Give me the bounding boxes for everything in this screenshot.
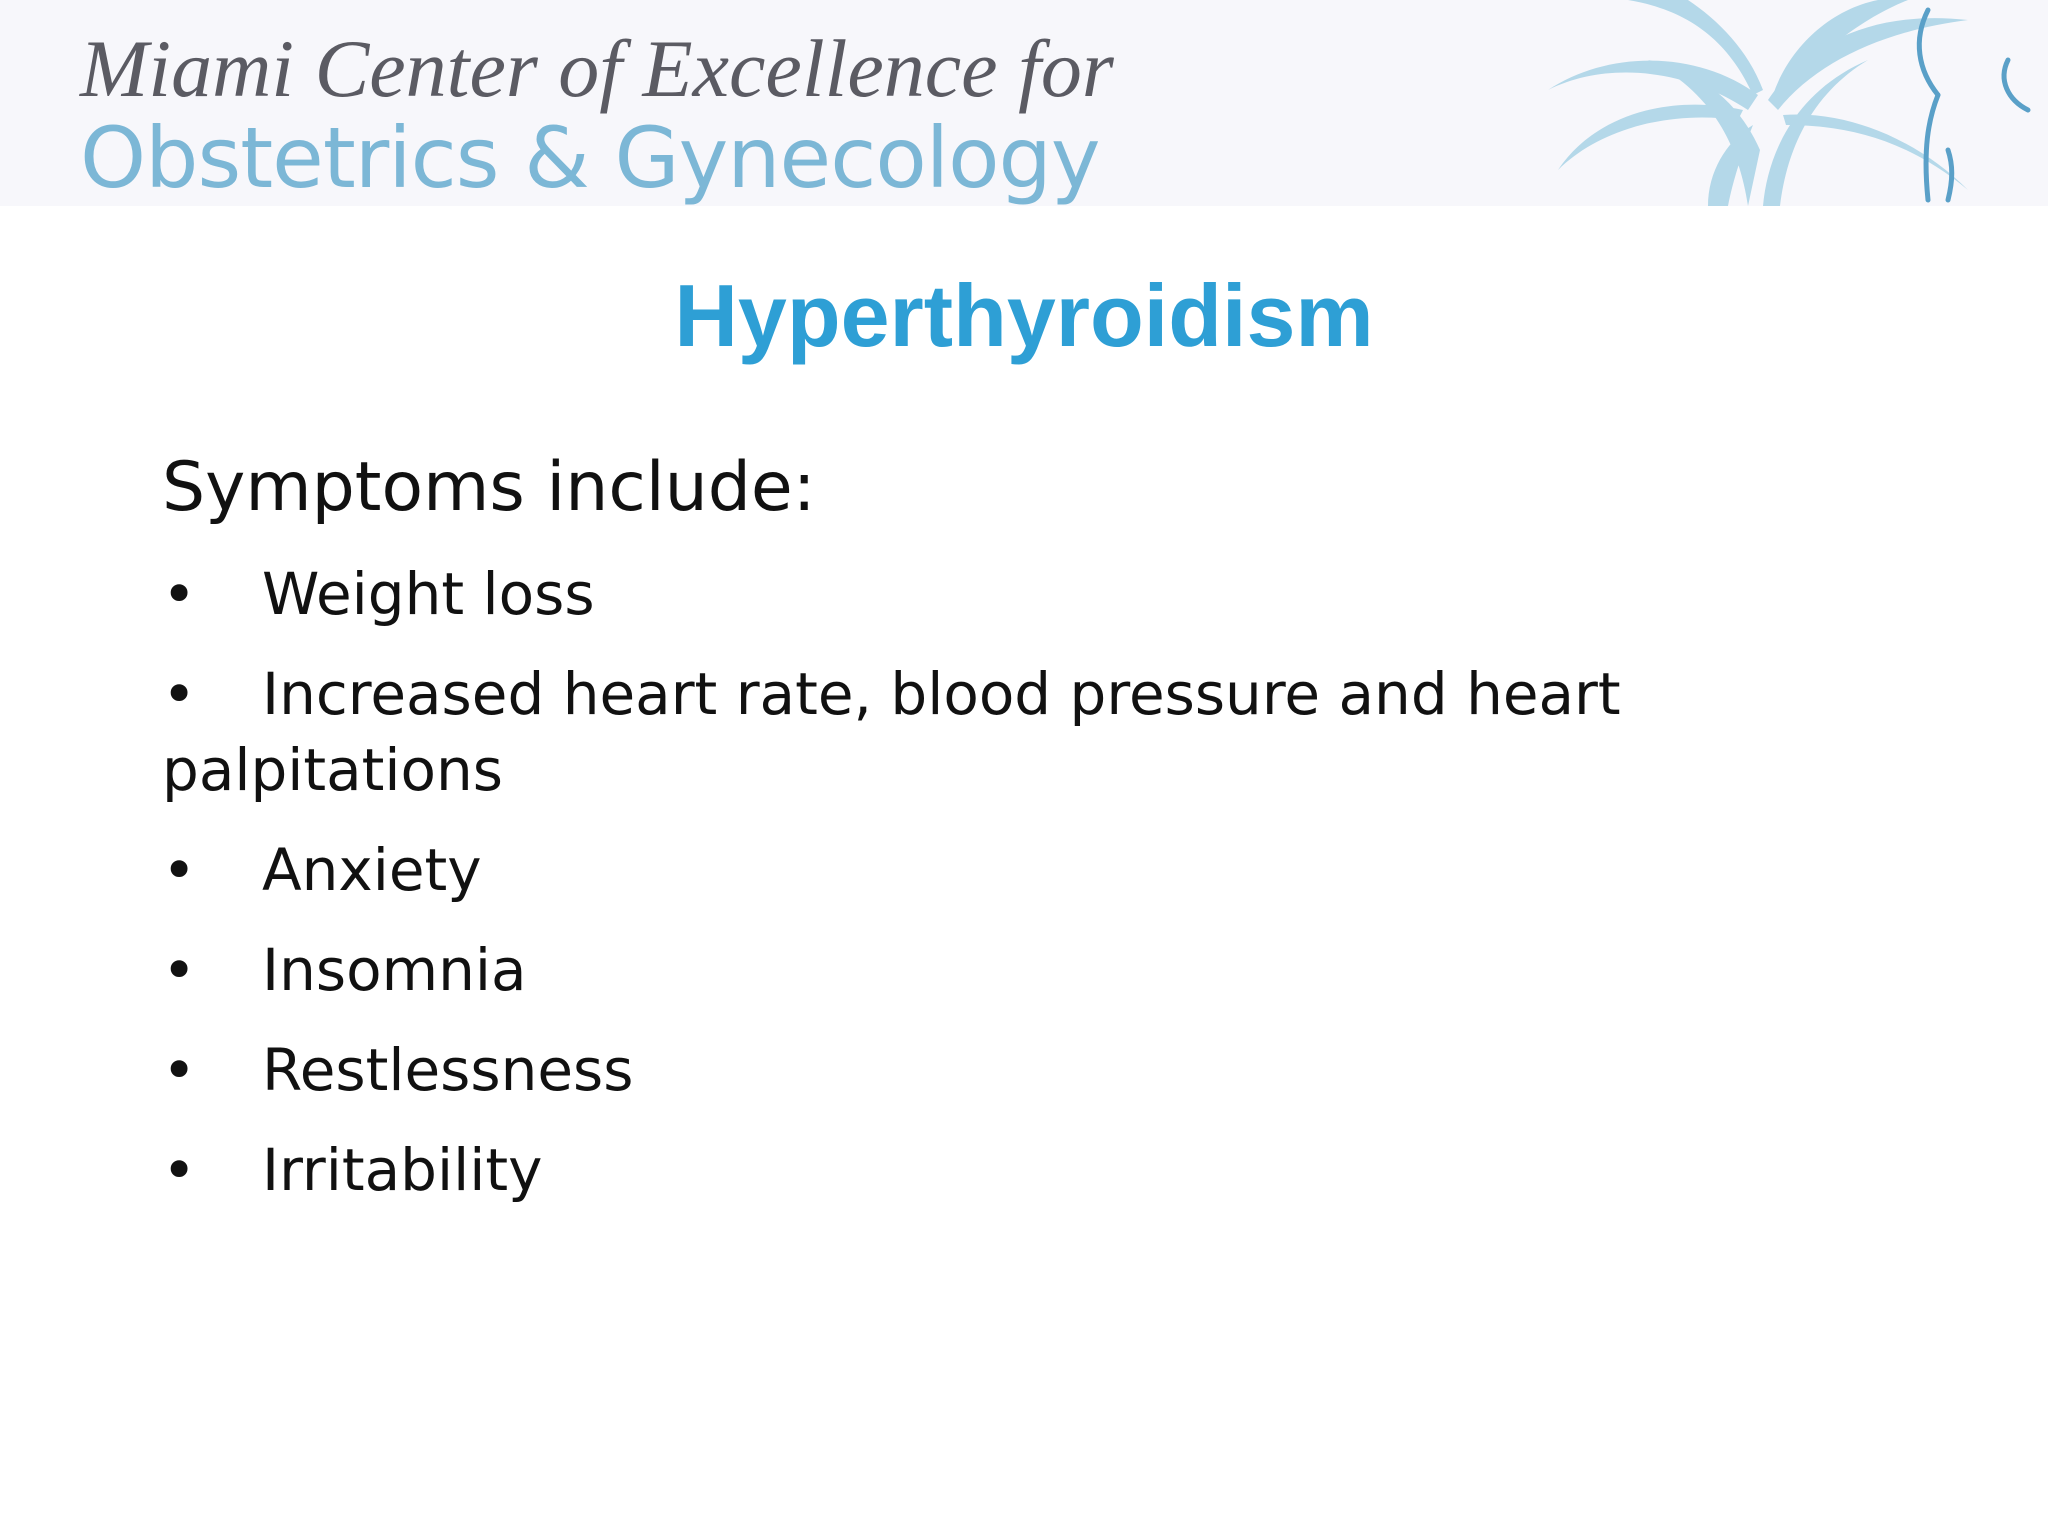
logo-line-1: Miami Center of Excellence for: [80, 23, 1114, 114]
bullet-icon: •: [162, 936, 197, 1004]
list-item: [162, 1132, 1942, 1208]
symptoms-intro: Symptoms include:: [162, 448, 816, 527]
list-item: [162, 1032, 1942, 1108]
list-item: [162, 932, 1942, 1008]
list-item: [162, 556, 1942, 632]
bullet-icon: •: [162, 660, 197, 728]
bullet-icon: •: [162, 1036, 197, 1104]
bullet-icon: •: [162, 560, 197, 628]
bullet-icon: •: [162, 836, 197, 904]
symptom-list: [162, 556, 1942, 1208]
list-item-text: Increased heart rate, blood pressure and heart palpitations: [162, 660, 1621, 804]
list-item-text: Insomnia: [262, 936, 527, 1004]
list-item-text: Irritability: [262, 1136, 543, 1204]
header-banner: [0, 0, 2048, 206]
list-item-text: Weight loss: [262, 560, 595, 628]
list-item: [162, 832, 1942, 908]
logo-line-2: Obstetrics & Gynecology: [80, 109, 1100, 206]
clinic-logo: [80, 23, 1114, 206]
slide-body: [162, 448, 1942, 1232]
bullet-icon: •: [162, 1136, 197, 1204]
palm-tree-graphic: [1408, 0, 2048, 206]
slide-title: Hyperthyroidism: [674, 266, 1374, 365]
list-item: [162, 656, 1942, 808]
list-item-text: Anxiety: [262, 836, 482, 904]
list-item-text: Restlessness: [262, 1036, 634, 1104]
